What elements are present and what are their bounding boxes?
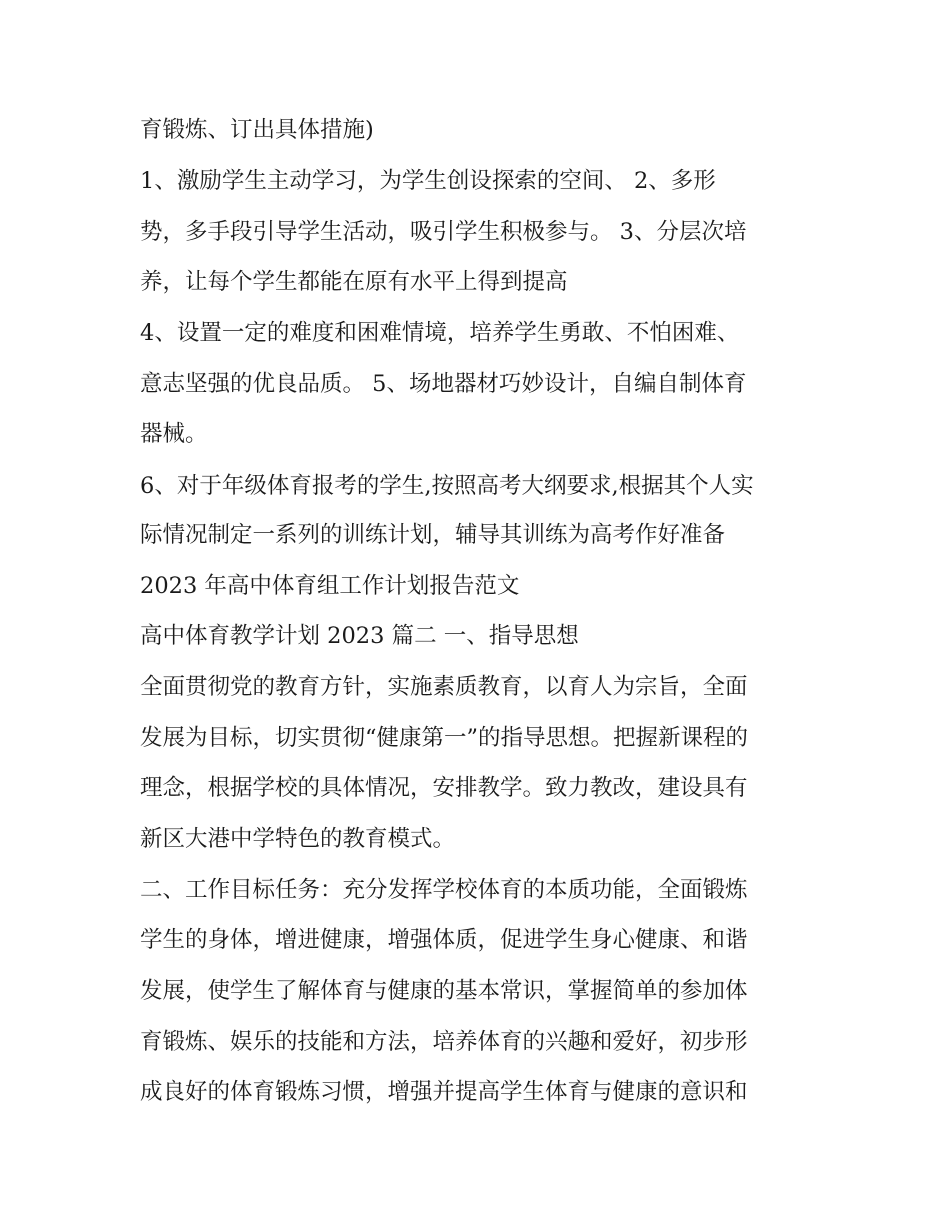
text-line: 发展为目标，切实贯彻“健康第一”的指导思想。把握新课程的 <box>140 725 749 751</box>
text-line: 育锻炼、娱乐的技能和方法，培养体育的兴趣和爱好，初步形 <box>140 1029 748 1055</box>
text-line: 理念，根据学校的具体情况，安排教学。致力教改，建设具有 <box>140 775 748 801</box>
text-line: 发展，使学生了解体育与健康的基本常识，掌握简单的参加体 <box>140 978 748 1004</box>
text-line: 学生的身体，增进健康，增强体质，促进学生身心健康、和谐 <box>140 927 748 953</box>
section-heading: 高中体育教学计划 2023 篇二 一、指导思想 <box>140 623 579 649</box>
section-heading: 2023 年高中体育组工作计划报告范文 <box>140 573 520 599</box>
text-line: 新区大港中学特色的教育模式。 <box>140 826 456 852</box>
text-line: 意志坚强的优良品质。 5、场地器材巧妙设计，自编自制体育 <box>140 371 747 397</box>
text-line: 4、设置一定的难度和困难情境，培养学生勇敢、不怕困难、 <box>140 320 740 346</box>
text-line: 器械。 <box>140 421 208 447</box>
text-line: 1、激励学生主动学习，为学生创设探索的空间、 2、多形 <box>140 168 716 194</box>
text-line: 势，多手段引导学生活动，吸引学生积极参与。 3、分层次培 <box>140 219 747 245</box>
text-line: 全面贯彻党的教育方针，实施素质教育，以育人为宗旨，全面 <box>140 674 748 700</box>
text-line: 育锻炼、订出具体措施) <box>140 117 374 143</box>
text-line: 成良好的体育锻炼习惯，增强并提高学生体育与健康的意识和 <box>140 1079 748 1105</box>
text-line: 养，让每个学生都能在原有水平上得到提高 <box>140 269 568 295</box>
text-line: 6、对于年级体育报考的学生,按照高考大纲要求,根据其个人实 <box>140 473 754 499</box>
text-line: 际情况制定一系列的训练计划，辅导其训练为高考作好准备 <box>140 522 726 548</box>
text-line: 二、工作目标任务：充分发挥学校体育的本质功能，全面锻炼 <box>140 877 748 903</box>
